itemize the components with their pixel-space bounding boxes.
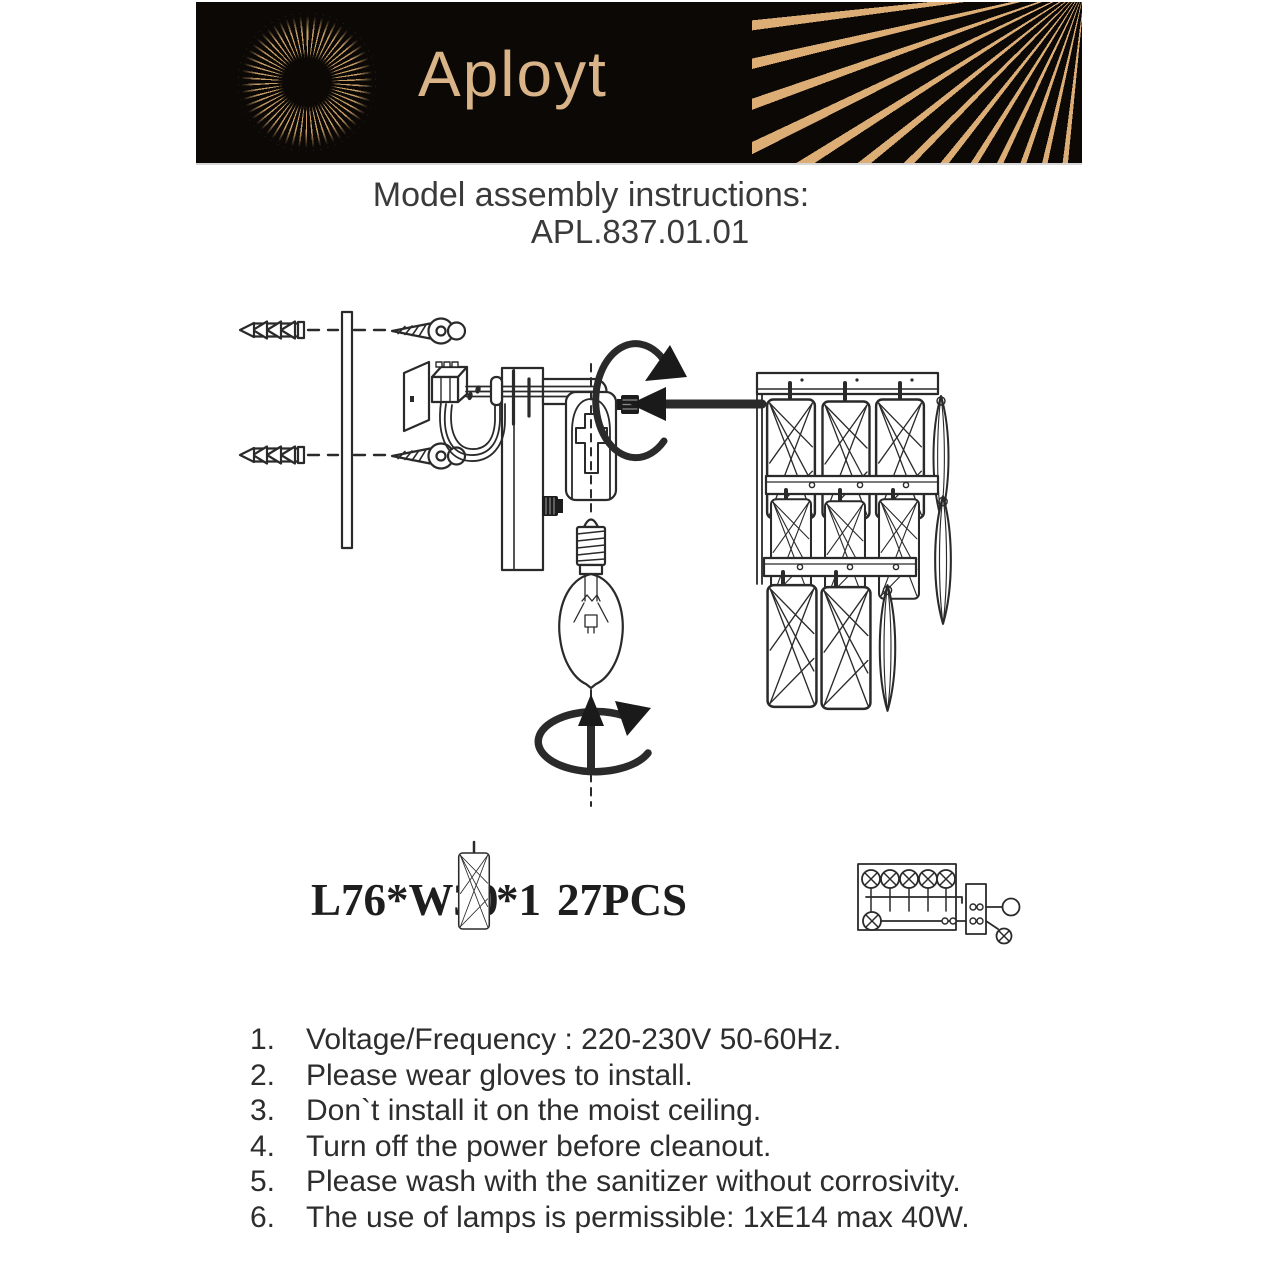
crystal-sconce: [757, 373, 951, 711]
wall-strip: [342, 312, 352, 548]
instruction-text: Please wear gloves to install.: [306, 1058, 693, 1092]
instruction-text: Please wash with the sanitizer without corrosivity.: [306, 1165, 961, 1199]
crystal-pieces-label: 27PCS: [557, 875, 688, 925]
instruction-text: The use of lamps is permissible: 1xE14 max 40W.: [306, 1200, 970, 1234]
instruction-text: Turn off the power before cleanout.: [306, 1129, 772, 1163]
wall-anchor-icon: [240, 322, 304, 464]
instruction-text: Don`t install it on the moist ceiling.: [306, 1094, 762, 1128]
crystal-icon: [459, 842, 490, 929]
instruction-number: 2.: [250, 1058, 276, 1092]
instruction-number: 6.: [250, 1200, 276, 1234]
instruction-number: 4.: [250, 1129, 276, 1163]
model-number: APL.837.01.01: [530, 213, 750, 250]
crystal-multiplier-label: *1: [496, 875, 541, 925]
e14-bulb-icon: [559, 520, 623, 689]
screw-in-arrow-icon: [538, 694, 651, 772]
instruction-number: 5.: [250, 1165, 276, 1199]
crystal-size-label: L76*W30: [311, 875, 499, 925]
brand-name: Aployt: [418, 38, 608, 110]
page-title: Model assembly instructions:: [372, 176, 810, 214]
instruction-text: Voltage/Frequency : 220-230V 50-60Hz.: [306, 1023, 842, 1056]
wiring-schematic: [858, 864, 1020, 944]
instruction-number: 3.: [250, 1094, 276, 1128]
instruction-number: 1.: [250, 1023, 276, 1056]
